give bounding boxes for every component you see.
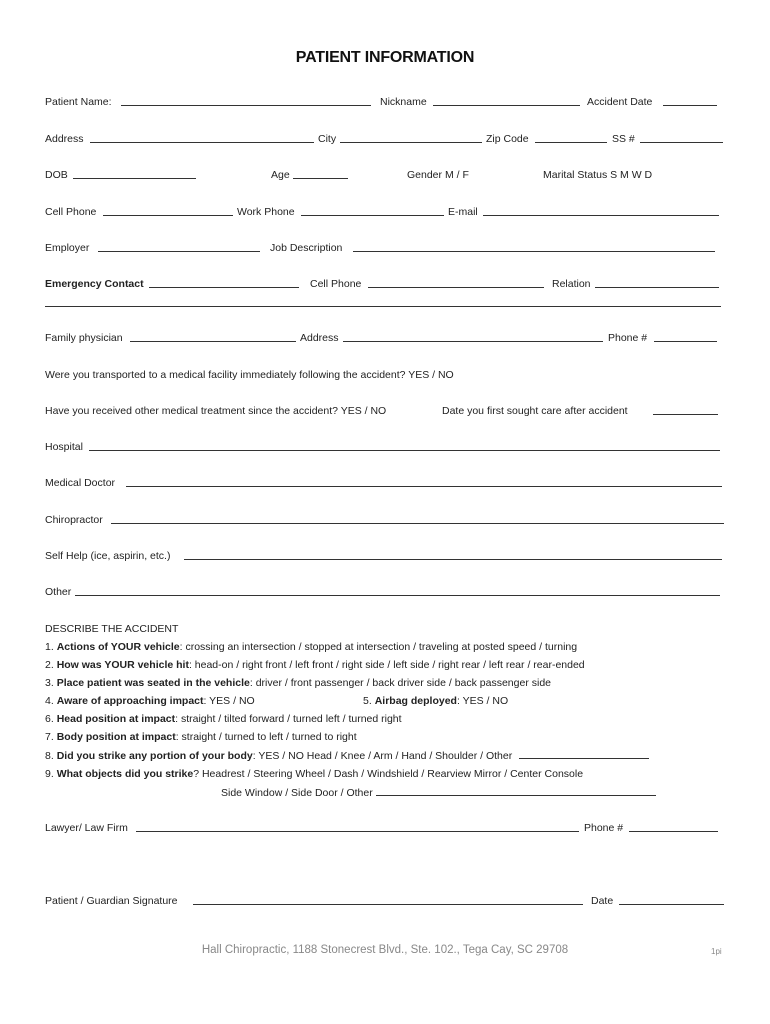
accident-q8-options[interactable]: : YES / NO Head / Knee / Arm / Hand / Shoulder / Other xyxy=(252,750,513,762)
work-phone-label: Work Phone xyxy=(237,206,295,218)
accident-q3-label: Place patient was seated in the vehicle xyxy=(56,677,250,689)
ss-label: SS # xyxy=(612,133,635,145)
accident-q9-label: What objects did you strike xyxy=(56,768,194,780)
zip-label: Zip Code xyxy=(486,133,529,145)
relation-field[interactable] xyxy=(595,276,719,288)
employer-field[interactable] xyxy=(98,240,260,252)
job-description-field[interactable] xyxy=(353,240,715,252)
ss-field[interactable] xyxy=(640,131,723,143)
emergency-cell-field[interactable] xyxy=(368,276,544,288)
self-help-field[interactable] xyxy=(184,548,722,560)
hospital-field[interactable] xyxy=(89,439,720,451)
accident-q3-number: 3. xyxy=(45,677,54,689)
accident-q1-number: 1. xyxy=(45,641,54,653)
accident-q7[interactable] xyxy=(45,729,357,745)
row-other xyxy=(45,584,725,600)
zip-field[interactable] xyxy=(535,131,607,143)
accident-q5-label: Airbag deployed xyxy=(374,695,457,707)
employer-label: Employer xyxy=(45,242,90,254)
accident-q9-options[interactable]: ? Headrest / Steering Wheel / Dash / Windshield / Rearview Mirror / Center Console xyxy=(193,768,584,780)
row-lawyer xyxy=(45,820,725,836)
accident-q1-options[interactable]: : crossing an intersection / stopped at intersection / traveling at posted speed / turning xyxy=(179,641,578,653)
row-phones xyxy=(45,204,725,220)
row-signature xyxy=(45,893,725,909)
row-other-treatment xyxy=(45,403,725,419)
accident-q6-options[interactable]: : straight / tilted forward / turned left / turned right xyxy=(175,713,402,725)
row-address xyxy=(45,131,725,147)
chiropractor-label: Chiropractor xyxy=(45,514,103,526)
age-label: Age xyxy=(271,169,290,181)
accident-date-field[interactable] xyxy=(663,94,717,106)
accident-q2-label: How was YOUR vehicle hit xyxy=(56,659,189,671)
accident-q9-continued[interactable] xyxy=(221,784,656,801)
accident-q9-continued-options[interactable]: Side Window / Side Door / Other xyxy=(221,787,373,799)
other-label: Other xyxy=(45,586,72,598)
email-label: E-mail xyxy=(448,206,478,218)
cell-phone-field[interactable] xyxy=(103,204,233,216)
lawyer-phone-field[interactable] xyxy=(629,820,718,832)
date-label: Date xyxy=(591,895,614,907)
row-chiropractor xyxy=(45,512,725,528)
row-physician xyxy=(45,330,725,346)
patient-name-field[interactable] xyxy=(121,94,371,106)
emergency-contact-field[interactable] xyxy=(149,276,299,288)
accident-q4-number: 4. xyxy=(45,695,54,707)
section-divider xyxy=(45,306,721,307)
row-name xyxy=(45,94,725,110)
accident-q1-label: Actions of YOUR vehicle xyxy=(56,641,180,653)
medical-doctor-field[interactable] xyxy=(126,475,722,487)
accident-heading: DESCRIBE THE ACCIDENT xyxy=(45,623,179,635)
accident-q5-number: 5. xyxy=(363,695,372,707)
job-description-label: Job Description xyxy=(270,242,343,254)
accident-q8[interactable] xyxy=(45,747,649,764)
nickname-label: Nickname xyxy=(380,96,427,108)
signature-field[interactable] xyxy=(193,893,583,905)
row-medical-doctor xyxy=(45,475,725,491)
accident-q8-other-field[interactable] xyxy=(519,747,649,759)
accident-q2[interactable] xyxy=(45,657,585,673)
row-self-help xyxy=(45,548,725,564)
accident-q7-options[interactable]: : straight / turned to left / turned to right xyxy=(175,731,357,743)
accident-q2-number: 2. xyxy=(45,659,54,671)
accident-q9[interactable] xyxy=(45,766,583,782)
gender-label[interactable]: Gender M / F xyxy=(407,169,469,181)
accident-q1[interactable] xyxy=(45,639,577,655)
accident-q6-label: Head position at impact xyxy=(56,713,176,725)
city-field[interactable] xyxy=(340,131,482,143)
row-transported xyxy=(45,367,725,383)
physician-address-field[interactable] xyxy=(343,330,603,342)
page-title: PATIENT INFORMATION xyxy=(295,49,475,66)
accident-q4[interactable] xyxy=(45,693,255,709)
row-dob xyxy=(45,167,725,183)
physician-phone-label: Phone # xyxy=(608,332,648,344)
row-emergency xyxy=(45,276,725,292)
lawyer-label: Lawyer/ Law Firm xyxy=(45,822,128,834)
first-care-label: Date you first sought care after accident xyxy=(442,405,628,417)
age-field[interactable] xyxy=(293,167,348,179)
other-treatment-question[interactable]: Have you received other medical treatment since the accident? YES / NO xyxy=(45,405,387,417)
other-field[interactable] xyxy=(75,584,720,596)
emergency-contact-label: Emergency Contact xyxy=(45,278,144,290)
accident-q6[interactable] xyxy=(45,711,402,727)
transported-question[interactable]: Were you transported to a medical facility immediately following the accident? YES / NO xyxy=(45,369,454,381)
family-physician-label: Family physician xyxy=(45,332,123,344)
self-help-label: Self Help (ice, aspirin, etc.) xyxy=(45,550,171,562)
cell-phone-label: Cell Phone xyxy=(45,206,97,218)
accident-q3-options[interactable]: : driver / front passenger / back driver side / back passenger side xyxy=(249,677,552,689)
relation-label: Relation xyxy=(552,278,591,290)
accident-q9-number: 9. xyxy=(45,768,54,780)
email-field[interactable] xyxy=(483,204,719,216)
dob-label: DOB xyxy=(45,169,68,181)
dob-field[interactable] xyxy=(73,167,196,179)
accident-q3[interactable] xyxy=(45,675,551,691)
emergency-cell-label: Cell Phone xyxy=(310,278,362,290)
lawyer-field[interactable] xyxy=(136,820,579,832)
accident-q4-label: Aware of approaching impact xyxy=(56,695,204,707)
address-field[interactable] xyxy=(90,131,314,143)
physician-address-label: Address xyxy=(300,332,339,344)
accident-q5[interactable] xyxy=(363,693,508,709)
row-employer xyxy=(45,240,725,256)
footer-address: Hall Chiropractic, 1188 Stonecrest Blvd., Ste. 102., Tega Cay, SC 29708 xyxy=(201,944,569,956)
family-physician-field[interactable] xyxy=(130,330,296,342)
marital-status-label[interactable]: Marital Status S M W D xyxy=(543,169,653,181)
accident-q4-options[interactable]: : YES / NO xyxy=(203,695,255,707)
work-phone-field[interactable] xyxy=(301,204,444,216)
accident-q7-label: Body position at impact xyxy=(56,731,176,743)
lawyer-phone-label: Phone # xyxy=(584,822,624,834)
accident-q2-options[interactable]: : head-on / right front / left front / right side / left side / right rear / left rear / rear-ended xyxy=(188,659,585,671)
accident-q5-options[interactable]: : YES / NO xyxy=(456,695,509,707)
city-label: City xyxy=(318,133,337,145)
hospital-label: Hospital xyxy=(45,441,83,453)
first-care-field[interactable] xyxy=(653,403,718,415)
accident-q8-label: Did you strike any portion of your body xyxy=(56,750,253,762)
signature-label: Patient / Guardian Signature xyxy=(45,895,178,907)
accident-q9-other-field[interactable] xyxy=(376,784,656,796)
patient-name-label: Patient Name: xyxy=(45,96,112,108)
address-label: Address xyxy=(45,133,84,145)
date-field[interactable] xyxy=(619,893,724,905)
page-mark: 1pi xyxy=(711,947,722,956)
nickname-field[interactable] xyxy=(433,94,580,106)
chiropractor-field[interactable] xyxy=(111,512,724,524)
accident-q7-number: 7. xyxy=(45,731,54,743)
medical-doctor-label: Medical Doctor xyxy=(45,477,116,489)
accident-date-label: Accident Date xyxy=(587,96,653,108)
physician-phone-field[interactable] xyxy=(654,330,717,342)
accident-q8-number: 8. xyxy=(45,750,54,762)
accident-q6-number: 6. xyxy=(45,713,54,725)
row-hospital xyxy=(45,439,725,455)
